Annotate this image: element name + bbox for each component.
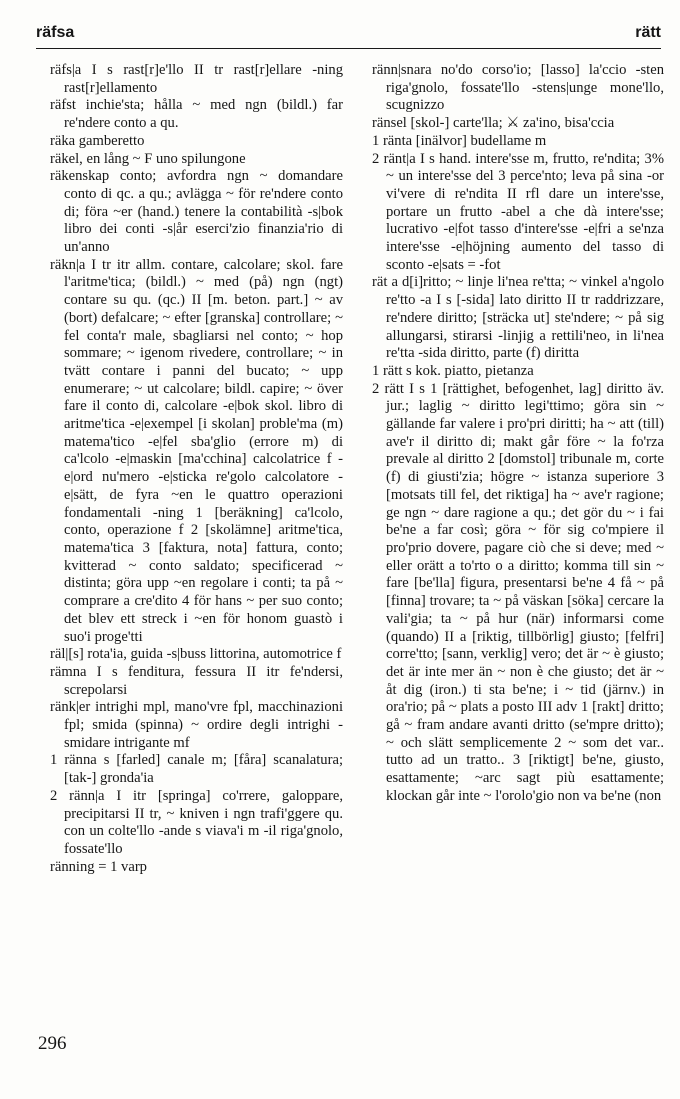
dictionary-entry: räkenskap conto; avfordra ngn ~ domandare conto di qc. a qu.; avlägga ~ för re'ndere conto di; föra ~er (hand.) tenere la contabilità -s|bok libro dei conti -s|år eserci'zio finanzia'rio di un'anno — [50, 168, 343, 256]
dictionary-entry: ränn|snara no'do corso'io; [lasso] la'ccio -sten riga'gnolo, fossate'llo -stens|unge mone'llo, scugnizzo — [372, 62, 664, 114]
dictionary-entry: 2 rätt I s 1 [rättighet, befogenhet, lag] diritto äv. jur.; laglig ~ diritto legi'ttimo; göra sin ~ gällande far valere i pro'pri diritti; ha ~ att (till) ave'r il diritto di; makt går före ~ la fo'rza prevale al diritto 2 [domstol] tribunale m, corte (f) di giusti'zia; högre ~ istanza superiore 3 [motsats till fel, det riktiga] ha ~ ave'r ragione; ge ngn ~ dare ragione a qu.; det gör du ~ i fai be'ne a far così; göra ~ för sig co'mpiere il pro'prio dovere, pagare ciò che si deve; med ~ eller orätt a to'rto o a diritto; komma till sin ~ fare [be'lla] figura, presentarsi be'ne 4 få ~ på [finna] trovare; ta ~ på väskan [söka] cercare la vali'gia; ta ~ på hur (när) informarsi come (quando) II a [riktig, tillbörlig] giusto; [felfri] corre'tto; [sann, verklig] vero; det är ~ è giusto; det är inte mer än ~ non è che giusto; det är ~ åt dig (iron.) ti sta be'ne; i ~ tid (järnv.) in ora'rio; på ~ plats a posto III adv 1 [rakt] dritto; gå ~ fram andare avanti dritto (se'mpre dritto); ~ och slätt semplicemente 2 ~ som det var.. tutto ad un tratto.. 3 [riktigt] be'ne, giusto, esattamente; ~arc sagt più esattamente; klockan går inte ~ l'orolo'gio non va be'ne (non — [372, 380, 664, 804]
dictionary-entry: räfst inchie'sta; hålla ~ med ngn (bildl.) far re'ndere conto a qu. — [50, 97, 343, 132]
dictionary-entry: ränsel [skol-] carte'lla; ⚔ za'ino, bisa'ccia — [372, 115, 615, 132]
guide-word-left: räfsa — [36, 24, 75, 41]
dictionary-entry: 1 rätt s kok. piatto, pietanza — [372, 362, 534, 379]
right-column — [372, 62, 664, 806]
dictionary-entry: räka gamberetto — [50, 132, 145, 149]
page-header — [36, 22, 661, 49]
dictionary-entry: ränning = 1 varp — [50, 858, 147, 875]
guide-word-right: rätt — [635, 24, 661, 41]
dictionary-entry: rämna I s fenditura, fessura II itr fe'ndersi, screpolarsi — [50, 663, 343, 698]
dictionary-entry: 2 ränt|a I s hand. intere'sse m, frutto, re'ndita; 3% ~ un intere'sse del 3 perce'nto; leva på sina -or vi'vere di re'ndita II rfl dare un intere'sse, portare un frutto -abel a che dà intere'sse; lucrativo -e|fot tasso d'intere'sse -e|fri a se'nza intere'sse -e|höjning aumento del tasso di sconto -e|sats = -fot — [372, 150, 664, 273]
left-column — [50, 62, 343, 876]
dictionary-entry: ränk|er intrighi mpl, mano'vre fpl, macchinazioni fpl; smida (spinna) ~ ordire degli intrighi -smidare intrigante mf — [50, 699, 343, 751]
dictionary-entry: 1 ränta [inälvor] budellame m — [372, 132, 547, 149]
dictionary-entry: 1 ränna s [farled] canale m; [fåra] scanalatura; [tak-] gronda'ia — [50, 752, 343, 787]
dictionary-entry: räkn|a I tr itr allm. contare, calcolare; skol. fare l'aritme'tica; (bildl.) ~ med (på) ngn (ngt) contare su qu. (qc.) II [m. beton. part.] ~ av (bort) defalcare; ~ efter [granska] controllare; ~ fel conta'r male, sbagliarsi nel conto; ~ hop sommare; ~ igenom rivedere, controllare; ~ in tvätt contare i panni del bucato; ~ upp enumerare; ~ ut calcolare; bildl. capire; ~ över fare il conto di, calcolare -e|bok skol. libro di aritme'tica -e|exempel [i skolan] proble'ma (m) matema'tico -e|fel sba'glio (errore m) di ca'lcolo -e|maskin [ma'cchina] calcolatrice f -e|ord nu'mero -e|sticka re'golo calcolatore -e|sätt, de fyra ~en le quattro operazioni fondamentali -ning 1 [beräkning] ca'lcolo, conto, operazione f 2 [skolämne] aritme'tica, matema'tica 3 [faktura, nota] fattura, conto; kvitterad ~ conto saldato; specificerad ~ distinta; göra upp ~en regolare i conti; ta på ~ comprare a cre'dito 4 för hans ~ per suo conto; det blev ett streck i ~en för honom guastò i suo'i proge'tti — [50, 256, 343, 645]
dictionary-entry: räl|[s] rota'ia, guida -s|buss littorina, automotrice f — [50, 646, 342, 663]
dictionary-entry: räfs|a I s rast[r]e'llo II tr rast[r]ellare -ning rast[r]ellamento — [50, 62, 343, 96]
page-number: 296 — [38, 1033, 67, 1054]
dictionary-entry: rät a d[i]ritto; ~ linje li'nea re'tta; ~ vinkel a'ngolo re'tto -a I s [-sida] lato diritto II tr raddrizzare, re'ndere diritto; [sträcka ut] ste'ndere; ~ på sig allungarsi, stirarsi -linjig a rettili'neo, in li'nea re'tta -sida diritto, parte (f) diritta — [372, 274, 664, 362]
dictionary-entry: 2 ränn|a I itr [springa] co'rrere, galoppare, precipitarsi II tr, ~ kniven i ngn trafi'ggere qu. con un colte'llo -ande s viava'i m -il riga'gnolo, fossate'llo — [50, 787, 343, 857]
dictionary-entry: räkel, en lång ~ F uno spilungone — [50, 150, 246, 167]
